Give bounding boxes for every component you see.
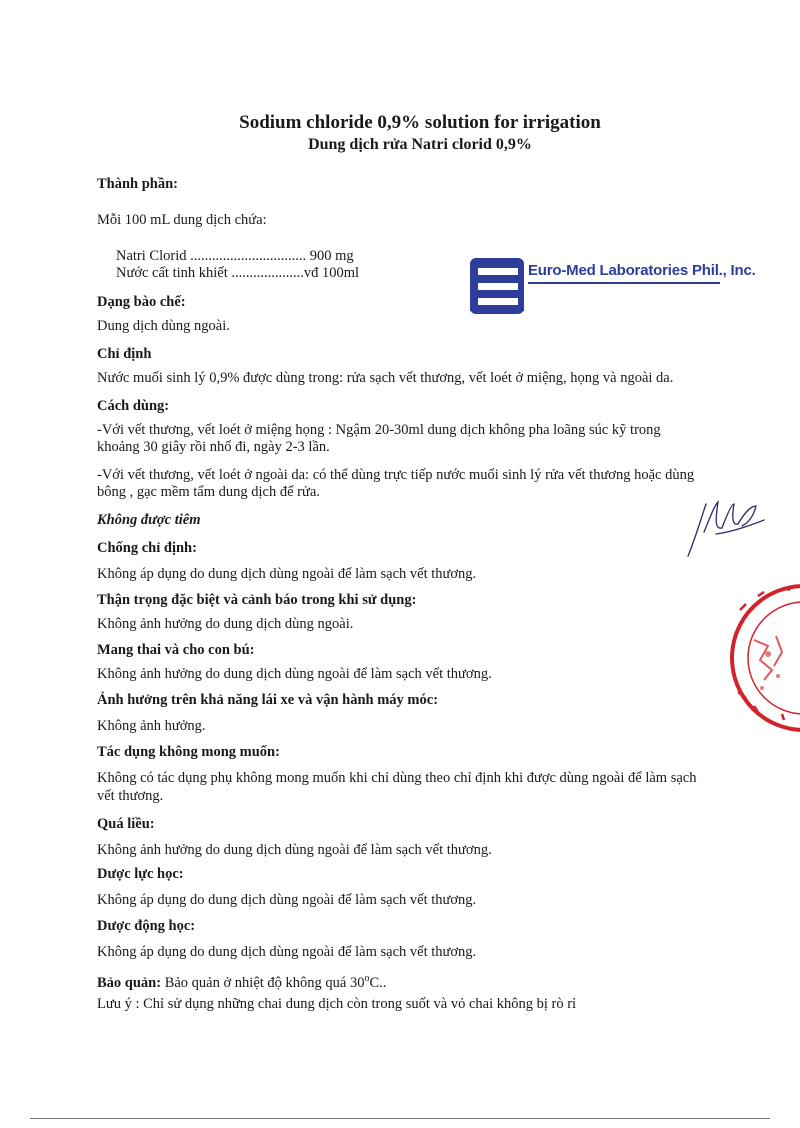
usage-item1-line1: -Với vết thương, vết loét ở miệng họng : Ngậm 20-30ml dung dịch không pha loãng súc kỹ trong [97,422,661,438]
composition-intro: Mỗi 100 mL dung dịch chứa: [97,212,267,228]
document-title-vi: Dung dịch rửa Natri clorid 0,9% [308,136,532,153]
usage-item2-line2: bông , gạc mềm tẩm dung dịch để rửa. [97,484,320,500]
contraindication-heading: Chống chỉ định: [97,540,197,556]
storage-line [97,970,386,992]
overdose-heading: Quá liều: [97,816,155,832]
company-logo-icon [466,256,528,318]
driving-heading: Ảnh hưởng trên khả năng lái xe và vận hành máy móc: [97,692,439,708]
footer-divider [30,1118,770,1119]
overdose-text: Không ảnh hưởng do dung dịch dùng ngoài để làm sạch vết thương. [97,842,492,858]
usage-item2-line1: -Với vết thương, vết loét ở ngoài da: có thể dùng trực tiếp nước muối sinh lý rửa vết thương hoặc dùng [97,467,695,483]
composition-row-water: Nước cất tinh khiết ....................vđ 100ml [116,265,360,281]
usage-item1-line2: khoảng 30 giây rồi nhổ đi, ngày 2-3 lần. [97,439,330,455]
indication-heading: Chỉ định [97,346,152,362]
storage-text: Bảo quản ở nhiệt độ không quá 30 [161,974,365,991]
document-title-en: Sodium chloride 0,9% solution for irrigation [239,112,601,133]
not-injection-note: Không được tiêm [97,512,201,528]
pharmacodynamics-text: Không áp dụng do dung dịch dùng ngoài để làm sạch vết thương. [97,892,477,908]
side-effects-line1: Không có tác dụng phụ không mong muốn khi chỉ dùng theo chỉ định khi được dùng ngoài để làm sạch [97,770,697,786]
company-logo-text: Euro-Med Laboratories Phil., Inc. [528,262,756,279]
pharmacokinetics-text: Không áp dụng do dung dịch dùng ngoài để làm sạch vết thương. [97,944,477,960]
warnings-text: Không ảnh hưởng do dung dịch dùng ngoài. [97,616,354,632]
side-effects-heading: Tác dụng không mong muốn: [97,744,280,760]
driving-text: Không ảnh hưởng. [97,718,206,734]
company-logo [466,256,766,320]
pregnancy-heading: Mang thai và cho con bú: [97,642,255,658]
pharmacokinetics-heading: Dược động học: [97,918,196,934]
composition-row-sodium: Natri Clorid ................................ 900 mg [116,248,354,264]
company-logo-underline [528,282,720,284]
storage-degree: o [364,973,370,984]
composition-heading: Thành phần: [97,176,179,192]
storage-label: Bảo quản: [97,974,162,991]
side-effects-line2: vết thương. [97,788,164,804]
usage-note: Lưu ý : Chỉ sử dụng những chai dung dịch còn trong suốt và vỏ chai không bị rò rỉ [97,996,577,1012]
contraindication-text: Không áp dụng do dung dịch dùng ngoài để làm sạch vết thương. [97,566,477,582]
warnings-heading: Thận trọng đặc biệt và cảnh báo trong khi sử dụng: [97,592,417,608]
storage-unit: C.. [369,974,387,991]
usage-heading: Cách dùng: [97,398,170,414]
signature-image [680,492,770,562]
official-stamp-image [724,580,800,736]
indication-text: Nước muối sinh lý 0,9% được dùng trong: rửa sạch vết thương, vết loét ở miệng, họng và ngoài da. [97,370,674,386]
dosage-form-text: Dung dịch dùng ngoài. [97,318,230,334]
pharmacodynamics-heading: Dược lực học: [97,866,184,882]
dosage-form-heading: Dạng bào chế: [97,294,186,310]
pregnancy-text: Không ảnh hưởng do dung dịch dùng ngoài để làm sạch vết thương. [97,666,492,682]
